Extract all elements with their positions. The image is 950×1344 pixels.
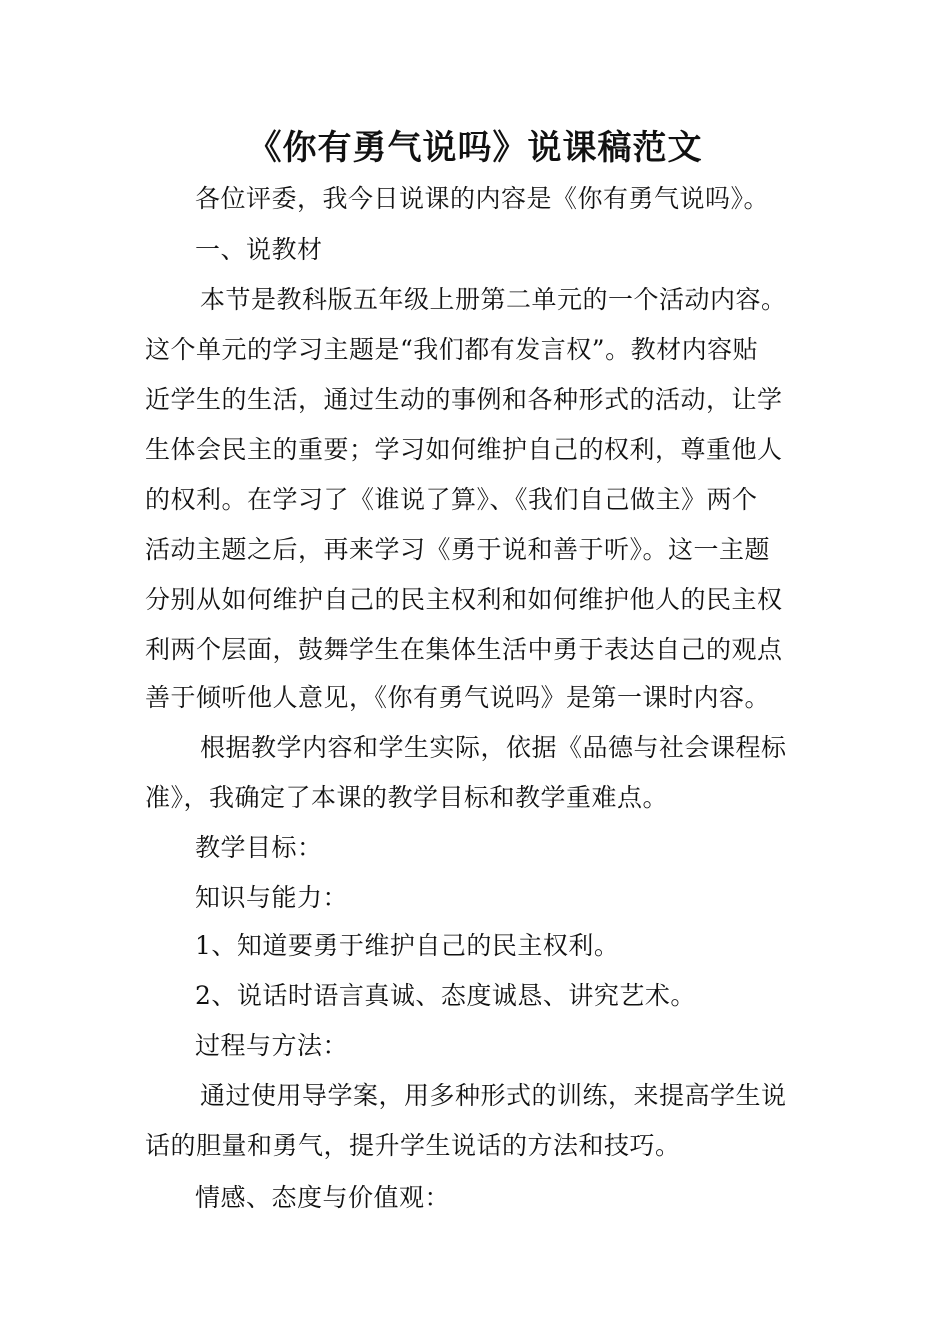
text-line: 生体会民主的重要；学习如何维护自己的权利，尊重他人 — [145, 435, 783, 464]
text-line: 各位评委，我今日说课的内容是《你有勇气说吗》。 — [195, 184, 770, 213]
text-line: 这个单元的学习主题是“我们都有发言权”。教材内容贴 — [145, 335, 759, 364]
subheading: 情感、态度与价值观： — [195, 1183, 451, 1212]
list-item: 1、知道要勇于维护自己的民主权利。 — [195, 931, 620, 960]
text-line: 分别从如何维护自己的民主权利和如何维护他人的民主权 — [145, 585, 783, 614]
text-line: 通过使用导学案，用多种形式的训练，来提高学生说 — [200, 1081, 787, 1110]
document-title: 《你有勇气说吗》说课稿范文 — [247, 128, 703, 168]
subheading: 过程与方法： — [195, 1031, 349, 1060]
section-heading: 一、说教材 — [195, 235, 323, 264]
list-item: 2、说话时语言真诚、态度诚恳、讲究艺术。 — [195, 981, 696, 1010]
text-line: 本节是教科版五年级上册第二单元的一个活动内容。 — [200, 285, 787, 314]
subheading: 知识与能力： — [195, 883, 349, 912]
text-line: 话的胆量和勇气，提升学生说话的方法和技巧。 — [145, 1131, 681, 1160]
text-line: 近学生的生活，通过生动的事例和各种形式的活动，让学 — [145, 385, 783, 414]
text-line: 利两个层面，鼓舞学生在集体生活中勇于表达自己的观点 — [145, 635, 783, 664]
text-line: 准》，我确定了本课的教学目标和教学重难点。 — [145, 783, 669, 812]
text-line: 活动主题之后，再来学习《勇于说和善于听》。这一主题 — [145, 535, 771, 564]
text-line: 的权利。在学习了《谁说了算》、《我们自己做主》两个 — [145, 485, 758, 514]
text-line: 善于倾听他人意见，《你有勇气说吗》是第一课时内容。 — [145, 683, 771, 712]
text-line: 根据教学内容和学生实际，依据《品德与社会课程标 — [200, 733, 787, 762]
subheading: 教学目标： — [195, 833, 323, 862]
